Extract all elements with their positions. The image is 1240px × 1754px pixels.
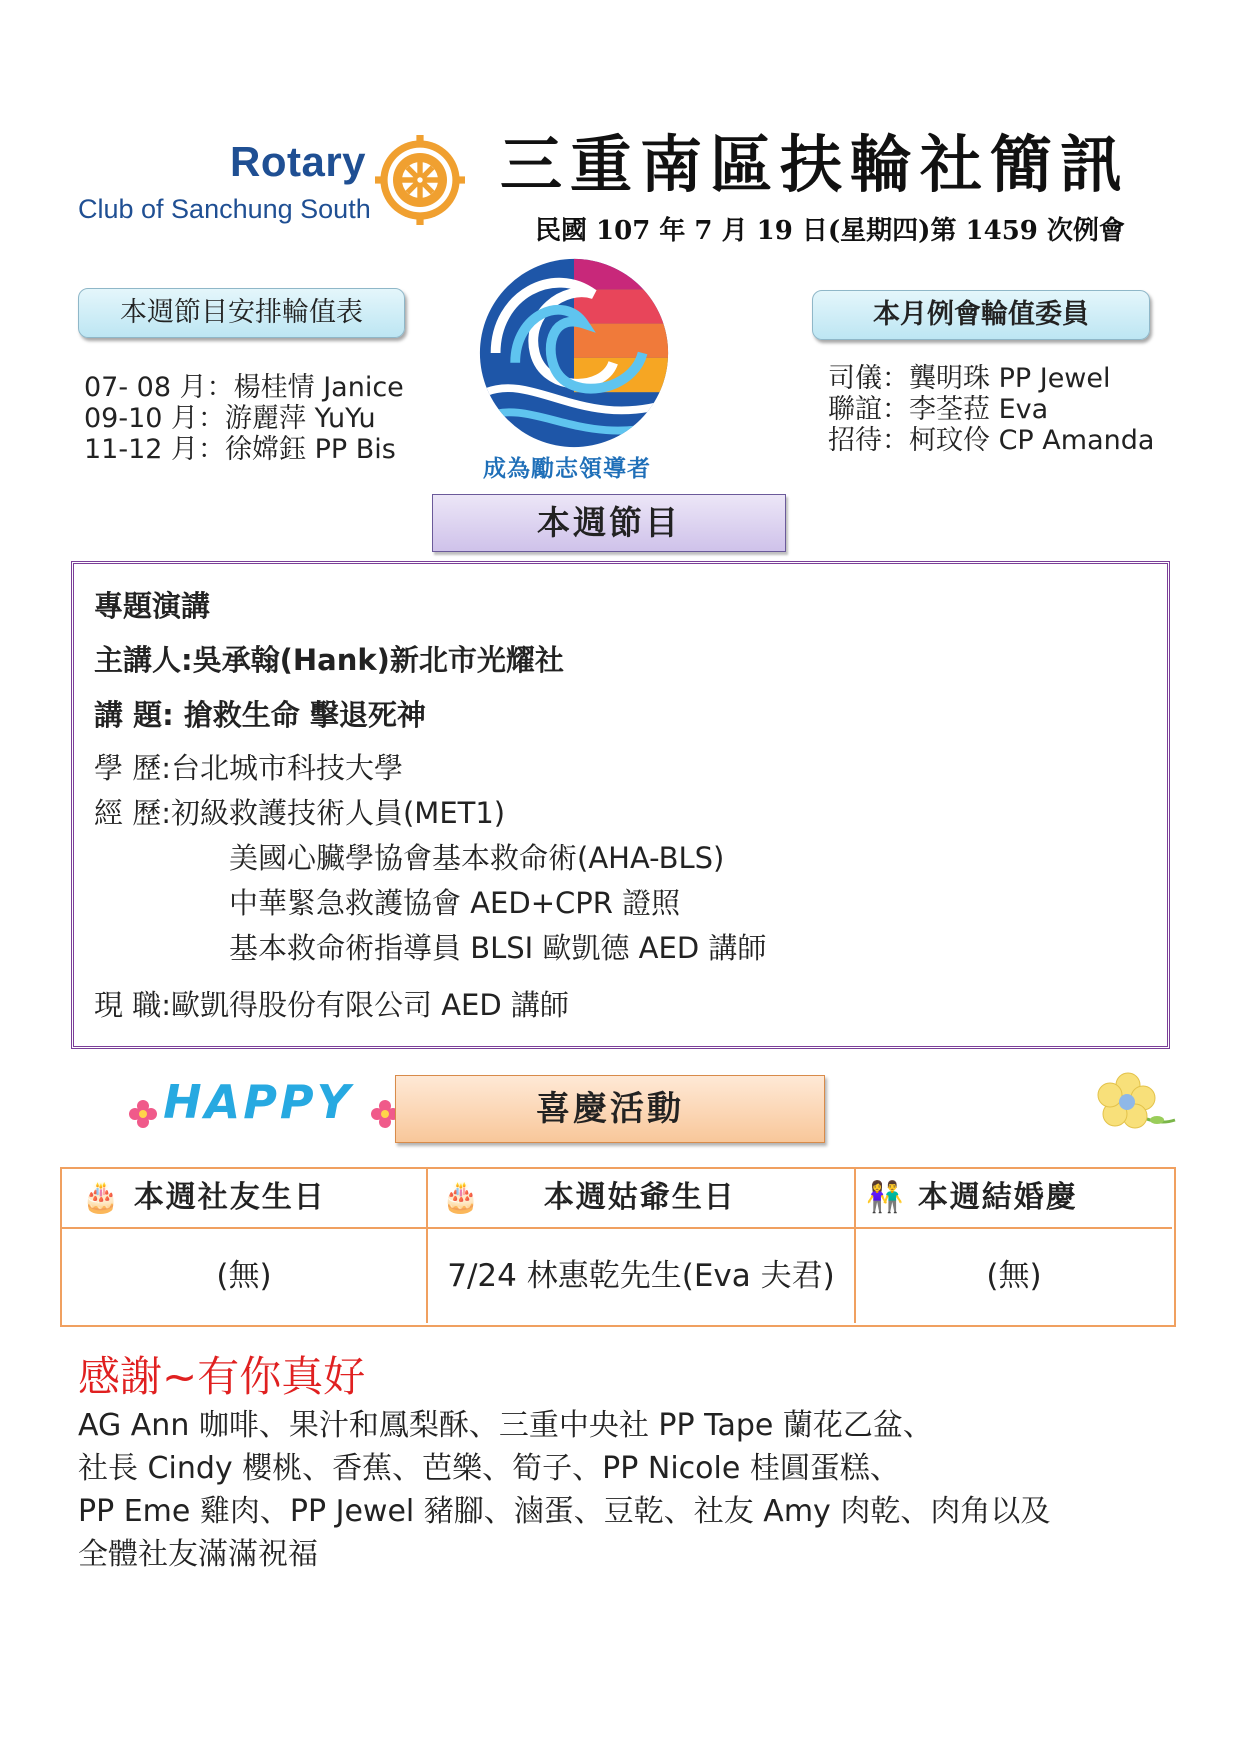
table-cell: (無) — [62, 1229, 428, 1323]
program-type: 專題演講 — [94, 589, 211, 623]
rotary-theme-logo-icon — [476, 255, 672, 451]
cake-icon: 🎂 — [82, 1180, 122, 1215]
table-header: 🎂 本週社友生日 — [62, 1169, 428, 1229]
list-item: 07- 08 月：楊桂情 Janice — [84, 372, 404, 403]
flower-icon — [128, 1099, 158, 1129]
theme-motto: 成為勵志領導者 — [483, 456, 651, 482]
program-experience: 基本救命術指導員 BLSI 歐凱德 AED 講師 — [229, 931, 767, 965]
schedule-rotation-tab: 本週節目安排輪值表 — [78, 288, 405, 338]
table-header: 👫 本週結婚慶 — [856, 1169, 1172, 1229]
table-cell: 7/24 林惠乾先生(Eva 夫君) — [428, 1229, 856, 1323]
rotary-logo-word: Rotary — [230, 138, 367, 185]
flower-icon — [1095, 1070, 1180, 1140]
program-subject: 講 題: 搶救生命 擊退死神 — [94, 698, 426, 732]
wedding-couple-icon: 👫 — [866, 1180, 906, 1215]
thanks-line: 社長 Cindy 櫻桃、香蕉、芭樂、筍子、PP Nicole 桂圓蛋糕、 — [78, 1451, 900, 1486]
program-experience: 經 歷:初級救護技術人員(MET1) — [94, 796, 506, 830]
list-item: 聯誼：李荃菈 Eva — [828, 394, 1049, 425]
list-item: 司儀：龔明珠 PP Jewel — [828, 363, 1111, 394]
program-header: 本週節目 — [432, 494, 786, 552]
duty-committee-list — [828, 363, 1154, 456]
program-speaker: 主講人:吳承翰(Hank)新北市光耀社 — [94, 643, 564, 677]
program-current-position: 現 職:歐凱得股份有限公司 AED 講師 — [94, 988, 569, 1022]
list-item: 09-10 月：游麗萍 YuYu — [84, 403, 376, 434]
thanks-line: AG Ann 咖啡、果汁和鳳梨酥、三重中央社 PP Tape 蘭花乙盆、 — [78, 1408, 933, 1443]
meeting-date: 民國 107 年 7 月 19 日(星期四)第 1459 次例會 — [535, 216, 1125, 246]
list-item: 11-12 月：徐嫦鈺 PP Bis — [84, 434, 396, 465]
club-name: Club of Sanchung South — [78, 194, 371, 224]
celebration-table — [60, 1167, 1176, 1327]
happy-word: HAPPY — [163, 1075, 353, 1129]
rotary-wheel-icon — [375, 135, 465, 225]
duty-committee-tab: 本月例會輪值委員 — [812, 290, 1150, 340]
cake-icon: 🎂 — [442, 1180, 482, 1215]
schedule-rotation-list — [84, 372, 404, 465]
newsletter-title: 三重南區扶輪社簡訊 — [500, 128, 1131, 201]
list-item: 招待：柯玟伶 CP Amanda — [828, 425, 1155, 456]
program-education: 學 歷:台北城市科技大學 — [94, 751, 403, 785]
thanks-line: 全體社友滿滿祝福 — [78, 1537, 318, 1572]
thanks-line: PP Eme 雞肉、PP Jewel 豬腳、滷蛋、豆乾、社友 Amy 肉乾、肉角以及 — [78, 1494, 1051, 1529]
program-experience: 美國心臟學協會基本救命術(AHA-BLS) — [229, 841, 725, 875]
thanks-title: 感謝~有你真好 — [78, 1352, 366, 1401]
table-cell: (無) — [986, 1258, 1042, 1294]
table-header: 🎂 本週姑爺生日 — [428, 1169, 856, 1229]
happy-banner — [128, 1075, 400, 1129]
program-box — [71, 561, 1170, 1049]
program-experience: 中華緊急救護協會 AED+CPR 證照 — [229, 886, 681, 920]
celebration-header: 喜慶活動 — [395, 1075, 825, 1143]
